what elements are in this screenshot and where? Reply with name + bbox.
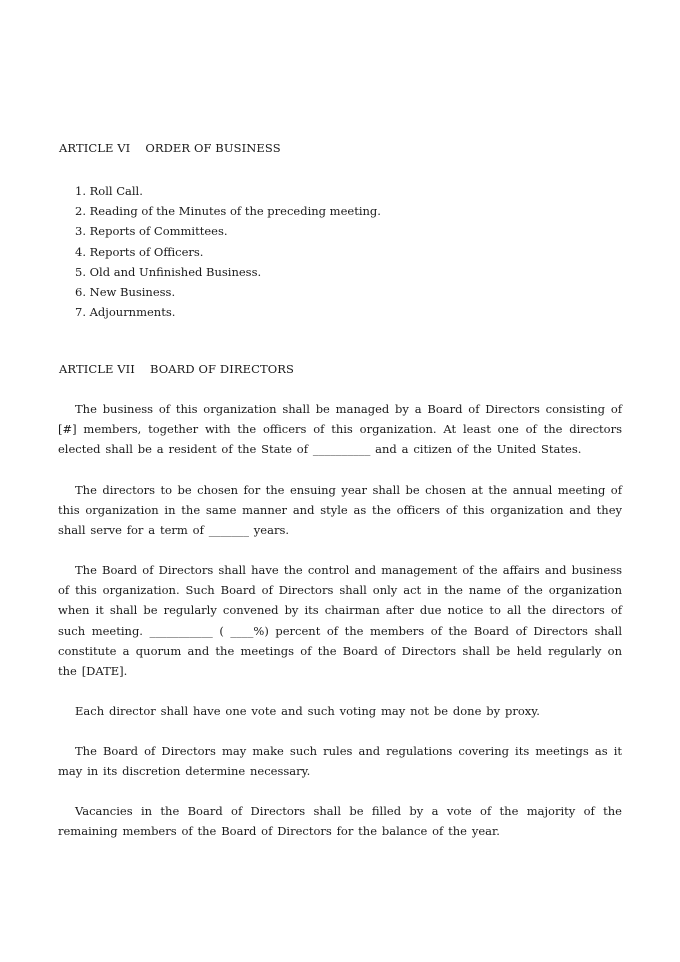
list-item: 7. Adjournments. [75, 305, 176, 320]
article-6-heading: ARTICLE VI ORDER OF BUSINESS [59, 141, 281, 155]
article-7-heading: ARTICLE VII BOARD OF DIRECTORS [59, 362, 295, 376]
list-item: 2. Reading of the Minutes of the preceding meeting. [75, 204, 381, 219]
list-item: 4. Reports of Officers. [75, 244, 204, 259]
order-of-business-list [75, 181, 381, 322]
paragraph-board-control: The Board of Directors shall have the control and management of the affairs and business of this organization. Such Board of Directors shall only act in the name of the organization when it shall be regularly convened by its chairman after due notice to all the directors of such meeting. ___________ ( ____%) percent of the members of the Board of Directors shall constitute a quorum and the meetings of the Board of Directors shall be held regularly on the [DATE]. [58, 563, 622, 679]
paragraph-board-composition: The business of this organization shall be managed by a Board of Directors consisting of [#] members, together with the officers of this organization. At least one of the directors elected shall be a resident of the State of __________ and a citizen of the United States. [58, 402, 622, 457]
paragraph-rules: The Board of Directors may make such rules and regulations covering its meetings as it may in its discretion determine necessary. [58, 744, 622, 779]
list-item: 3. Reports of Committees. [75, 224, 228, 239]
list-item: 6. New Business. [75, 285, 176, 300]
paragraph-vacancies: Vacancies in the Board of Directors shall be filled by a vote of the majority of the remaining members of the Board of Directors for the balance of the year. [58, 804, 622, 839]
paragraph-director-election: The directors to be chosen for the ensuing year shall be chosen at the annual meeting of this organization in the same manner and style as the officers of this organization and they shall serve for a term of _______ years. [58, 483, 622, 538]
paragraph-voting: Each director shall have one vote and such voting may not be done by proxy. [75, 704, 540, 718]
list-item: 5. Old and Unfinished Business. [75, 264, 262, 279]
list-item: 1. Roll Call. [75, 184, 143, 198]
